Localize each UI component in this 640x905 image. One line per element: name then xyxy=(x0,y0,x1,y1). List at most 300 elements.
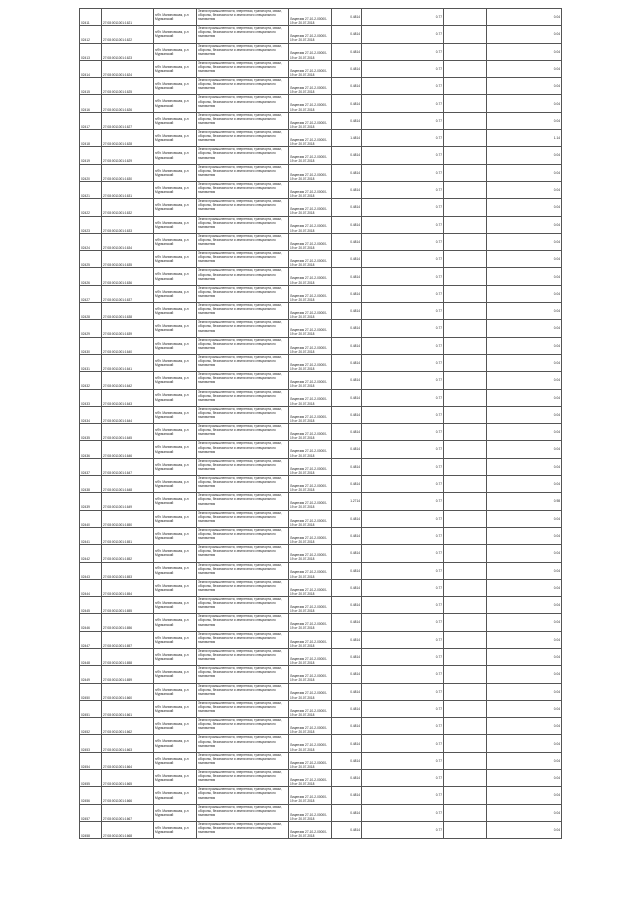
location-cell: п/бт. Малиновская, р-н Мурманский xyxy=(154,735,197,752)
empty-cell xyxy=(444,597,487,614)
cadastral-number-cell: 27:08:0011001:1632 xyxy=(102,199,154,216)
area-cell: 0.4814 xyxy=(332,562,362,579)
amount-cell: 0.04 xyxy=(487,770,562,787)
area-cell: 0.4814 xyxy=(332,579,362,596)
document-cell: Лицензия 27-10-2-00000-19 от 20.07.2018 xyxy=(289,631,332,648)
cadastral-number-cell: 27:08:0011001:1653 xyxy=(102,562,154,579)
rate-cell: 0.77 xyxy=(362,700,444,717)
document-cell: Лицензия 27-10-2-00000-19 от 20.07.2018 xyxy=(289,527,332,544)
table-row xyxy=(80,181,562,198)
table-row xyxy=(80,597,562,614)
rate-cell: 0.77 xyxy=(362,147,444,164)
empty-cell xyxy=(444,130,487,147)
rate-cell: 0.77 xyxy=(362,458,444,475)
row-number-cell: 02436 xyxy=(80,441,102,458)
empty-cell xyxy=(444,441,487,458)
rate-cell: 0.77 xyxy=(362,251,444,268)
location-cell: п/бт. Малиновская, р-н Мурманский xyxy=(154,406,197,423)
row-number-cell: 02451 xyxy=(80,700,102,717)
table-row xyxy=(80,787,562,804)
cadastral-number-cell: 27:08:0011001:1625 xyxy=(102,78,154,95)
amount-cell: 0.04 xyxy=(487,268,562,285)
empty-cell xyxy=(444,406,487,423)
land-category-cell: Земли промышленности, энергетики, транспорта, связи, обороны, безопасности и земли иного специального назначения xyxy=(197,614,289,631)
cadastral-number-cell: 27:08:0011001:1663 xyxy=(102,735,154,752)
cadastral-number-cell: 27:08:0011001:1658 xyxy=(102,648,154,665)
amount-cell: 0.04 xyxy=(487,527,562,544)
location-cell: п/бт. Малиновская, р-н Мурманский xyxy=(154,700,197,717)
cadastral-number-cell: 27:08:0011001:1639 xyxy=(102,320,154,337)
area-cell: 0.4814 xyxy=(332,735,362,752)
empty-cell xyxy=(444,60,487,77)
row-number-cell: 02446 xyxy=(80,614,102,631)
cadastral-number-cell: 27:08:0011001:1631 xyxy=(102,181,154,198)
amount-cell: 0.04 xyxy=(487,700,562,717)
document-cell: Лицензия 27-10-2-00000-19 от 20.07.2018 xyxy=(289,354,332,371)
land-category-cell: Земли промышленности, энергетики, транспорта, связи, обороны, безопасности и земли иного специального назначения xyxy=(197,458,289,475)
row-number-cell: 02419 xyxy=(80,147,102,164)
amount-cell: 0.04 xyxy=(487,631,562,648)
document-cell: Лицензия 27-10-2-00000-19 от 20.07.2018 xyxy=(289,9,332,26)
land-category-cell: Земли промышленности, энергетики, транспорта, связи, обороны, безопасности и земли иного специального назначения xyxy=(197,821,289,838)
document-cell: Лицензия 27-10-2-00000-19 от 20.07.2018 xyxy=(289,493,332,510)
location-cell: п/бт. Малиновская, р-н Мурманский xyxy=(154,527,197,544)
table-row xyxy=(80,735,562,752)
land-category-cell: Земли промышленности, энергетики, транспорта, связи, обороны, безопасности и земли иного специального назначения xyxy=(197,233,289,250)
empty-cell xyxy=(444,527,487,544)
document-cell: Лицензия 27-10-2-00000-19 от 20.07.2018 xyxy=(289,545,332,562)
land-category-cell: Земли промышленности, энергетики, транспорта, связи, обороны, безопасности и земли иного специального назначения xyxy=(197,527,289,544)
area-cell: 0.4814 xyxy=(332,718,362,735)
cadastral-number-cell: 27:08:0011001:1654 xyxy=(102,579,154,596)
amount-cell: 0.04 xyxy=(487,821,562,838)
amount-cell: 0.04 xyxy=(487,199,562,216)
rate-cell: 0.77 xyxy=(362,597,444,614)
location-cell: п/бт. Малиновская, р-н Мурманский xyxy=(154,285,197,302)
land-category-cell: Земли промышленности, энергетики, транспорта, связи, обороны, безопасности и земли иного специального назначения xyxy=(197,147,289,164)
rate-cell: 0.77 xyxy=(362,510,444,527)
cadastral-number-cell: 27:08:0011001:1624 xyxy=(102,60,154,77)
area-cell: 0.4814 xyxy=(332,268,362,285)
area-cell: 0.4814 xyxy=(332,216,362,233)
rate-cell: 0.77 xyxy=(362,614,444,631)
document-cell: Лицензия 27-10-2-00000-19 от 20.07.2018 xyxy=(289,579,332,596)
table-row xyxy=(80,441,562,458)
document-cell: Лицензия 27-10-2-00000-19 от 20.07.2018 xyxy=(289,164,332,181)
rate-cell: 0.77 xyxy=(362,112,444,129)
rate-cell: 0.77 xyxy=(362,164,444,181)
land-category-cell: Земли промышленности, энергетики, транспорта, связи, обороны, безопасности и земли иного специального назначения xyxy=(197,648,289,665)
amount-cell: 0.04 xyxy=(487,285,562,302)
location-cell: п/бт. Малиновская, р-н Мурманский xyxy=(154,666,197,683)
rate-cell: 0.77 xyxy=(362,648,444,665)
document-cell: Лицензия 27-10-2-00000-19 от 20.07.2018 xyxy=(289,372,332,389)
rate-cell: 0.77 xyxy=(362,579,444,596)
land-category-cell: Земли промышленности, энергетики, транспорта, связи, обороны, безопасности и земли иного специального назначения xyxy=(197,735,289,752)
document-cell: Лицензия 27-10-2-00000-19 от 20.07.2018 xyxy=(289,700,332,717)
location-cell: п/бт. Малиновская, р-н Мурманский xyxy=(154,770,197,787)
empty-cell xyxy=(444,216,487,233)
cadastral-number-cell: 27:08:0011001:1649 xyxy=(102,493,154,510)
document-cell: Лицензия 27-10-2-00000-19 от 20.07.2018 xyxy=(289,112,332,129)
rate-cell: 0.77 xyxy=(362,493,444,510)
table-row xyxy=(80,527,562,544)
table-row xyxy=(80,130,562,147)
land-category-cell: Земли промышленности, энергетики, транспорта, связи, обороны, безопасности и земли иного специального назначения xyxy=(197,303,289,320)
cadastral-number-cell: 27:08:0011001:1621 xyxy=(102,9,154,26)
location-cell: п/бт. Малиновская, р-н Мурманский xyxy=(154,268,197,285)
empty-cell xyxy=(444,735,487,752)
area-cell: 0.4814 xyxy=(332,821,362,838)
cadastral-number-cell: 27:08:0011001:1642 xyxy=(102,372,154,389)
land-category-cell: Земли промышленности, энергетики, транспорта, связи, обороны, безопасности и земли иного специального назначения xyxy=(197,164,289,181)
rate-cell: 0.77 xyxy=(362,78,444,95)
amount-cell: 0.04 xyxy=(487,216,562,233)
rate-cell: 0.77 xyxy=(362,130,444,147)
table-body xyxy=(80,9,562,839)
empty-cell xyxy=(444,752,487,769)
table-row xyxy=(80,95,562,112)
row-number-cell: 02439 xyxy=(80,493,102,510)
empty-cell xyxy=(444,199,487,216)
amount-cell: 0.04 xyxy=(487,683,562,700)
area-cell: 1.2714 xyxy=(332,493,362,510)
cadastral-number-cell: 27:08:0011001:1626 xyxy=(102,95,154,112)
land-category-cell: Земли промышленности, энергетики, транспорта, связи, обороны, безопасности и земли иного специального назначения xyxy=(197,78,289,95)
row-number-cell: 02434 xyxy=(80,406,102,423)
land-category-cell: Земли промышленности, энергетики, транспорта, связи, обороны, безопасности и земли иного специального назначения xyxy=(197,787,289,804)
empty-cell xyxy=(444,424,487,441)
location-cell: п/бт. Малиновская, р-н Мурманский xyxy=(154,510,197,527)
table-row xyxy=(80,251,562,268)
area-cell: 0.4814 xyxy=(332,60,362,77)
rate-cell: 0.77 xyxy=(362,666,444,683)
rate-cell: 0.77 xyxy=(362,233,444,250)
location-cell: п/бт. Малиновская, р-н Мурманский xyxy=(154,112,197,129)
area-cell: 0.4814 xyxy=(332,43,362,60)
amount-cell: 0.04 xyxy=(487,718,562,735)
area-cell: 0.4814 xyxy=(332,251,362,268)
cadastral-number-cell: 27:08:0011001:1668 xyxy=(102,821,154,838)
table-row xyxy=(80,545,562,562)
amount-cell: 0.04 xyxy=(487,95,562,112)
table-row xyxy=(80,510,562,527)
empty-cell xyxy=(444,354,487,371)
area-cell: 0.4814 xyxy=(332,112,362,129)
empty-cell xyxy=(444,285,487,302)
amount-cell: 0.98 xyxy=(487,493,562,510)
cadastral-number-cell: 27:08:0011001:1646 xyxy=(102,441,154,458)
document-cell: Лицензия 27-10-2-00000-19 от 20.07.2018 xyxy=(289,43,332,60)
rate-cell: 0.77 xyxy=(362,216,444,233)
cadastral-number-cell: 27:08:0011001:1650 xyxy=(102,510,154,527)
land-category-cell: Земли промышленности, энергетики, транспорта, связи, обороны, безопасности и земли иного специального назначения xyxy=(197,60,289,77)
row-number-cell: 02438 xyxy=(80,476,102,493)
document-cell: Лицензия 27-10-2-00000-19 от 20.07.2018 xyxy=(289,510,332,527)
row-number-cell: 02453 xyxy=(80,735,102,752)
table-row xyxy=(80,233,562,250)
land-category-cell: Земли промышленности, энергетики, транспорта, связи, обороны, безопасности и земли иного специального назначения xyxy=(197,199,289,216)
document-cell: Лицензия 27-10-2-00000-19 от 20.07.2018 xyxy=(289,78,332,95)
empty-cell xyxy=(444,476,487,493)
empty-cell xyxy=(444,648,487,665)
rate-cell: 0.77 xyxy=(362,718,444,735)
row-number-cell: 02449 xyxy=(80,666,102,683)
table-row xyxy=(80,337,562,354)
cadastral-number-cell: 27:08:0011001:1662 xyxy=(102,718,154,735)
rate-cell: 0.77 xyxy=(362,441,444,458)
rate-cell: 0.77 xyxy=(362,770,444,787)
document-cell: Лицензия 27-10-2-00000-19 от 20.07.2018 xyxy=(289,337,332,354)
area-cell: 0.4814 xyxy=(332,597,362,614)
rate-cell: 0.77 xyxy=(362,424,444,441)
location-cell: п/бт. Малиновская, р-н Мурманский xyxy=(154,476,197,493)
area-cell: 0.4814 xyxy=(332,441,362,458)
location-cell: п/бт. Малиновская, р-н Мурманский xyxy=(154,43,197,60)
document-cell: Лицензия 27-10-2-00000-19 от 20.07.2018 xyxy=(289,233,332,250)
document-cell: Лицензия 27-10-2-00000-19 от 20.07.2018 xyxy=(289,683,332,700)
location-cell: п/бт. Малиновская, р-н Мурманский xyxy=(154,562,197,579)
cadastral-number-cell: 27:08:0011001:1635 xyxy=(102,251,154,268)
location-cell: п/бт. Малиновская, р-н Мурманский xyxy=(154,545,197,562)
area-cell: 0.4814 xyxy=(332,787,362,804)
cadastral-number-cell: 27:08:0011001:1623 xyxy=(102,43,154,60)
amount-cell: 0.04 xyxy=(487,476,562,493)
area-cell: 0.4814 xyxy=(332,389,362,406)
cadastral-number-cell: 27:08:0011001:1660 xyxy=(102,683,154,700)
empty-cell xyxy=(444,320,487,337)
rate-cell: 0.77 xyxy=(362,199,444,216)
location-cell: п/бт. Малиновская, р-н Мурманский xyxy=(154,372,197,389)
rate-cell: 0.77 xyxy=(362,43,444,60)
amount-cell: 0.04 xyxy=(487,562,562,579)
table-row xyxy=(80,354,562,371)
area-cell: 0.4814 xyxy=(332,320,362,337)
cadastral-number-cell: 27:08:0011001:1630 xyxy=(102,164,154,181)
row-number-cell: 02454 xyxy=(80,752,102,769)
land-category-cell: Земли промышленности, энергетики, транспорта, связи, обороны, безопасности и земли иного специального назначения xyxy=(197,597,289,614)
area-cell: 1.4814 xyxy=(332,130,362,147)
location-cell: п/бт. Малиновская, р-н Мурманский xyxy=(154,718,197,735)
row-number-cell: 02433 xyxy=(80,389,102,406)
land-category-cell: Земли промышленности, энергетики, транспорта, связи, обороны, безопасности и земли иного специального назначения xyxy=(197,9,289,26)
empty-cell xyxy=(444,493,487,510)
rate-cell: 0.77 xyxy=(362,285,444,302)
location-cell: п/бт. Малиновская, р-н Мурманский xyxy=(154,458,197,475)
empty-cell xyxy=(444,268,487,285)
document-cell: Лицензия 27-10-2-00000-19 от 20.07.2018 xyxy=(289,787,332,804)
document-cell: Лицензия 27-10-2-00000-19 от 20.07.2018 xyxy=(289,303,332,320)
location-cell: п/бт. Малиновская, р-н Мурманский xyxy=(154,95,197,112)
empty-cell xyxy=(444,164,487,181)
land-category-cell: Земли промышленности, энергетики, транспорта, связи, обороны, безопасности и земли иного специального назначения xyxy=(197,476,289,493)
document-cell: Лицензия 27-10-2-00000-19 от 20.07.2018 xyxy=(289,26,332,43)
table-row xyxy=(80,614,562,631)
cadastral-number-cell: 27:08:0011001:1659 xyxy=(102,666,154,683)
empty-cell xyxy=(444,614,487,631)
location-cell: п/бт. Малиновская, р-н Мурманский xyxy=(154,389,197,406)
rate-cell: 0.77 xyxy=(362,95,444,112)
amount-cell: 0.04 xyxy=(487,251,562,268)
table-row xyxy=(80,648,562,665)
land-category-cell: Земли промышленности, энергетики, транспорта, связи, обороны, безопасности и земли иного специального назначения xyxy=(197,337,289,354)
area-cell: 0.4814 xyxy=(332,683,362,700)
land-category-cell: Земли промышленности, энергетики, транспорта, связи, обороны, безопасности и земли иного специального назначения xyxy=(197,181,289,198)
empty-cell xyxy=(444,251,487,268)
document-cell: Лицензия 27-10-2-00000-19 от 20.07.2018 xyxy=(289,441,332,458)
document-cell: Лицензия 27-10-2-00000-19 от 20.07.2018 xyxy=(289,735,332,752)
rate-cell: 0.77 xyxy=(362,320,444,337)
location-cell: п/бт. Малиновская, р-н Мурманский xyxy=(154,424,197,441)
cadastral-number-cell: 27:08:0011001:1667 xyxy=(102,804,154,821)
table-row xyxy=(80,821,562,838)
location-cell: п/бт. Малиновская, р-н Мурманский xyxy=(154,648,197,665)
empty-cell xyxy=(444,718,487,735)
rate-cell: 0.77 xyxy=(362,562,444,579)
area-cell: 0.4814 xyxy=(332,372,362,389)
rate-cell: 0.77 xyxy=(362,268,444,285)
document-cell: Лицензия 27-10-2-00000-19 от 20.07.2018 xyxy=(289,389,332,406)
land-category-cell: Земли промышленности, энергетики, транспорта, связи, обороны, безопасности и земли иного специального назначения xyxy=(197,683,289,700)
amount-cell: 0.04 xyxy=(487,233,562,250)
table-row xyxy=(80,285,562,302)
land-category-cell: Земли промышленности, энергетики, транспорта, связи, обороны, безопасности и земли иного специального назначения xyxy=(197,216,289,233)
row-number-cell: 02448 xyxy=(80,648,102,665)
table-row xyxy=(80,718,562,735)
cadastral-number-cell: 27:08:0011001:1655 xyxy=(102,597,154,614)
rate-cell: 0.77 xyxy=(362,545,444,562)
land-category-cell: Земли промышленности, энергетики, транспорта, связи, обороны, безопасности и земли иного специального назначения xyxy=(197,631,289,648)
rate-cell: 0.77 xyxy=(362,372,444,389)
cadastral-number-cell: 27:08:0011001:1636 xyxy=(102,268,154,285)
document-cell: Лицензия 27-10-2-00000-19 от 20.07.2018 xyxy=(289,666,332,683)
empty-cell xyxy=(444,9,487,26)
table-row xyxy=(80,164,562,181)
table-row xyxy=(80,424,562,441)
row-number-cell: 02450 xyxy=(80,683,102,700)
cadastral-number-cell: 27:08:0011001:1657 xyxy=(102,631,154,648)
land-category-cell: Земли промышленности, энергетики, транспорта, связи, обороны, безопасности и земли иного специального назначения xyxy=(197,752,289,769)
empty-cell xyxy=(444,804,487,821)
land-category-cell: Земли промышленности, энергетики, транспорта, связи, обороны, безопасности и земли иного специального назначения xyxy=(197,320,289,337)
land-category-cell: Земли промышленности, энергетики, транспорта, связи, обороны, безопасности и земли иного специального назначения xyxy=(197,666,289,683)
amount-cell: 0.04 xyxy=(487,804,562,821)
row-number-cell: 02425 xyxy=(80,251,102,268)
table-row xyxy=(80,9,562,26)
cadastral-number-cell: 27:08:0011001:1644 xyxy=(102,406,154,423)
amount-cell: 0.04 xyxy=(487,112,562,129)
rate-cell: 0.77 xyxy=(362,181,444,198)
document-cell: Лицензия 27-10-2-00000-19 от 20.07.2018 xyxy=(289,285,332,302)
area-cell: 0.4814 xyxy=(332,147,362,164)
amount-cell: 0.04 xyxy=(487,787,562,804)
table-row xyxy=(80,406,562,423)
table-row xyxy=(80,389,562,406)
amount-cell: 0.04 xyxy=(487,43,562,60)
area-cell: 0.4814 xyxy=(332,666,362,683)
location-cell: п/бт. Малиновская, р-н Мурманский xyxy=(154,320,197,337)
document-cell: Лицензия 27-10-2-00000-19 от 20.07.2018 xyxy=(289,718,332,735)
cadastral-number-cell: 27:08:0011001:1640 xyxy=(102,337,154,354)
area-cell: 0.4814 xyxy=(332,337,362,354)
location-cell: п/бт. Малиновская, р-н Мурманский xyxy=(154,597,197,614)
empty-cell xyxy=(444,821,487,838)
cadastral-number-cell: 27:08:0011001:1648 xyxy=(102,476,154,493)
location-cell: п/бт. Малиновская, р-н Мурманский xyxy=(154,164,197,181)
area-cell: 0.4814 xyxy=(332,181,362,198)
land-category-cell: Земли промышленности, энергетики, транспорта, связи, обороны, безопасности и земли иного специального назначения xyxy=(197,389,289,406)
row-number-cell: 02420 xyxy=(80,164,102,181)
land-category-cell: Земли промышленности, энергетики, транспорта, связи, обороны, безопасности и земли иного специального назначения xyxy=(197,562,289,579)
land-category-cell: Земли промышленности, энергетики, транспорта, связи, обороны, безопасности и земли иного специального назначения xyxy=(197,251,289,268)
empty-cell xyxy=(444,26,487,43)
location-cell: п/бт. Малиновская, р-н Мурманский xyxy=(154,199,197,216)
area-cell: 0.4814 xyxy=(332,26,362,43)
location-cell: п/бт. Малиновская, р-н Мурманский xyxy=(154,683,197,700)
row-number-cell: 02443 xyxy=(80,562,102,579)
table-row xyxy=(80,60,562,77)
empty-cell xyxy=(444,683,487,700)
row-number-cell: 02458 xyxy=(80,821,102,838)
amount-cell: 1.14 xyxy=(487,130,562,147)
cadastral-number-cell: 27:08:0011001:1633 xyxy=(102,216,154,233)
land-category-cell: Земли промышленности, энергетики, транспорта, связи, обороны, безопасности и земли иного специального назначения xyxy=(197,130,289,147)
cadastral-number-cell: 27:08:0011001:1647 xyxy=(102,458,154,475)
empty-cell xyxy=(444,579,487,596)
area-cell: 0.4814 xyxy=(332,476,362,493)
row-number-cell: 02427 xyxy=(80,285,102,302)
cadastral-number-cell: 27:08:0011001:1643 xyxy=(102,389,154,406)
table-row xyxy=(80,372,562,389)
amount-cell: 0.04 xyxy=(487,164,562,181)
document-cell: Лицензия 27-10-2-00000-19 от 20.07.2018 xyxy=(289,562,332,579)
land-category-cell: Земли промышленности, энергетики, транспорта, связи, обороны, безопасности и земли иного специального назначения xyxy=(197,424,289,441)
row-number-cell: 02440 xyxy=(80,510,102,527)
row-number-cell: 02444 xyxy=(80,579,102,596)
table-row xyxy=(80,458,562,475)
table-row xyxy=(80,683,562,700)
area-cell: 0.4814 xyxy=(332,648,362,665)
table-row xyxy=(80,700,562,717)
cadastral-number-cell: 27:08:0011001:1628 xyxy=(102,130,154,147)
table-row xyxy=(80,752,562,769)
document-cell: Лицензия 27-10-2-00000-19 от 20.07.2018 xyxy=(289,476,332,493)
area-cell: 0.4814 xyxy=(332,458,362,475)
row-number-cell: 02417 xyxy=(80,112,102,129)
location-cell: п/бт. Малиновская, р-н Мурманский xyxy=(154,821,197,838)
area-cell: 0.4814 xyxy=(332,527,362,544)
land-category-cell: Земли промышленности, энергетики, транспорта, связи, обороны, безопасности и земли иного специального назначения xyxy=(197,579,289,596)
rate-cell: 0.77 xyxy=(362,9,444,26)
area-cell: 0.4814 xyxy=(332,510,362,527)
document-cell: Лицензия 27-10-2-00000-19 от 20.07.2018 xyxy=(289,406,332,423)
empty-cell xyxy=(444,458,487,475)
area-cell: 0.4814 xyxy=(332,424,362,441)
table-row xyxy=(80,666,562,683)
empty-cell xyxy=(444,510,487,527)
location-cell: п/бт. Малиновская, р-н Мурманский xyxy=(154,441,197,458)
row-number-cell: 02413 xyxy=(80,43,102,60)
cadastral-number-cell: 27:08:0011001:1638 xyxy=(102,303,154,320)
amount-cell: 0.04 xyxy=(487,424,562,441)
table-row xyxy=(80,493,562,510)
document-cell: Лицензия 27-10-2-00000-19 от 20.07.2018 xyxy=(289,320,332,337)
row-number-cell: 02428 xyxy=(80,303,102,320)
document-cell: Лицензия 27-10-2-00000-19 от 20.07.2018 xyxy=(289,95,332,112)
amount-cell: 0.04 xyxy=(487,147,562,164)
document-cell: Лицензия 27-10-2-00000-19 от 20.07.2018 xyxy=(289,181,332,198)
amount-cell: 0.04 xyxy=(487,735,562,752)
